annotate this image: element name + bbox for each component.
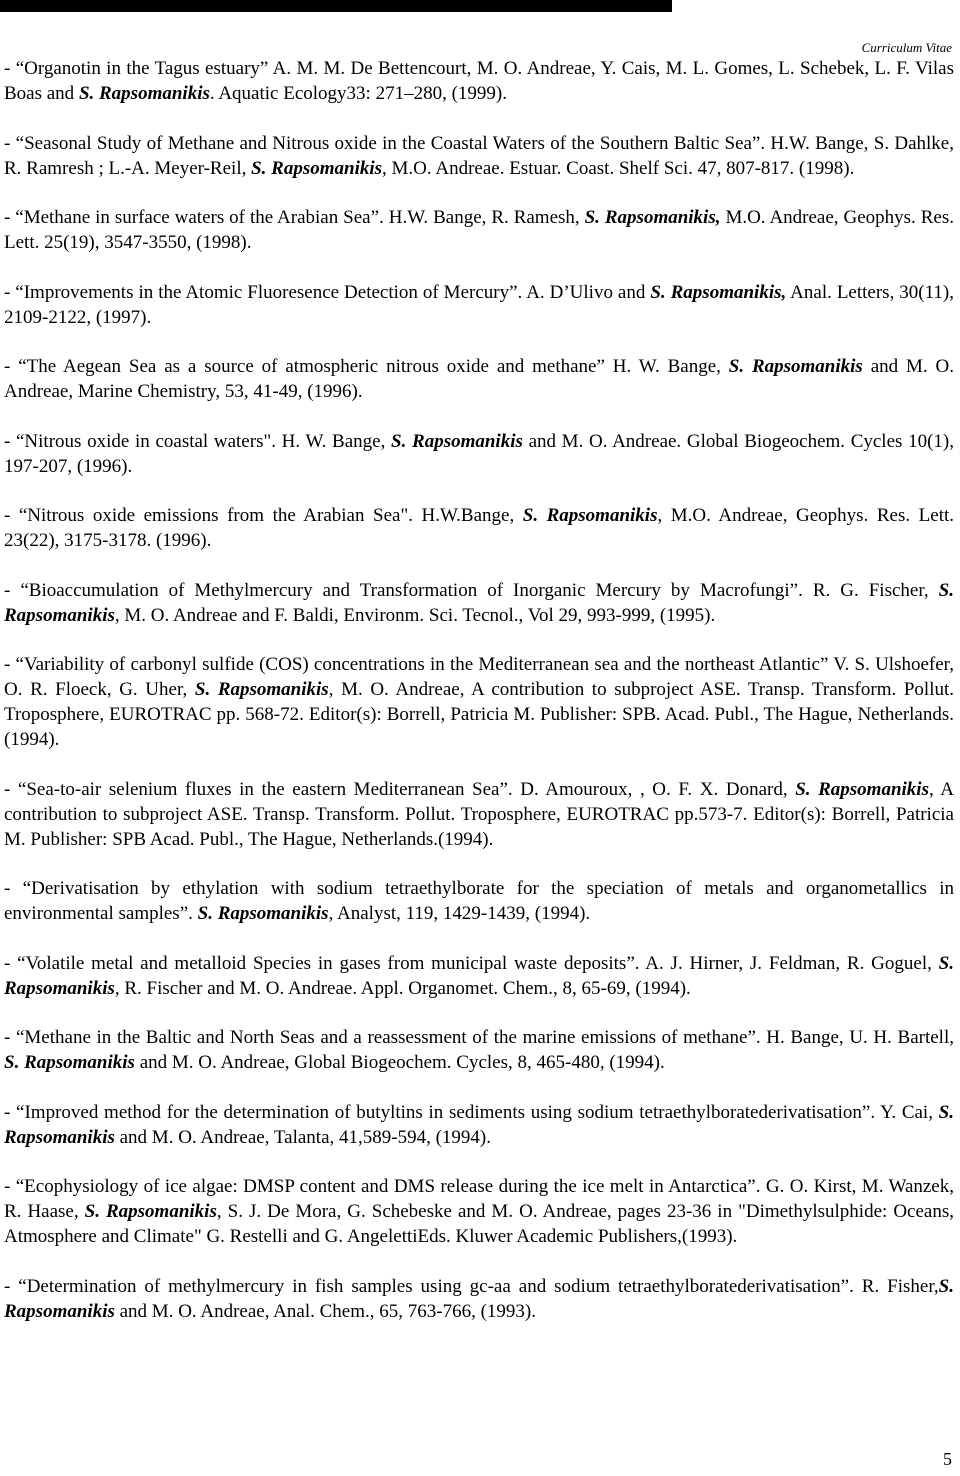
entry-text-after: and M. O. Andreae, Global Biogeochem. Cycles, 8, 465-480, (1994).: [134, 1052, 665, 1073]
entry-author-highlight: S. Rapsomanikis: [194, 679, 329, 700]
publication-entry: [4, 429, 954, 479]
entry-text-before: - “Seasonal Study of Methane and Nitrous oxide in the Coastal Waters of the Southern Baltic Sea”. H.W. Bange, S. Dahlke, R. Ramresh ; L.-A. Meyer-Reil,: [4, 132, 954, 179]
entry-author-highlight: S. Rapsomanikis: [4, 1101, 954, 1148]
publication-entry: [4, 205, 954, 255]
entry-text-before: - “Volatile metal and metalloid Species in gases from municipal waste deposits”. A. J. Hirner, J. Feldman, R. Goguel,: [4, 952, 939, 974]
entry-author-highlight: S. Rapsomanikis,: [584, 207, 721, 228]
entry-author-highlight: S. Rapsomanikis: [78, 83, 210, 104]
entry-text-before: - “Nitrous oxide emissions from the Arabian Sea". H.W.Bange,: [4, 505, 523, 526]
entry-author-highlight: S. Rapsomanikis: [84, 1201, 217, 1222]
entry-text-before: - “Sea-to-air selenium fluxes in the eastern Mediterranean Sea”. D. Amouroux, , O. F. X. Donard,: [4, 778, 796, 800]
entry-text-before: - “Variability of carbonyl sulfide (COS) concentrations in the Mediterranean sea and the northeast Atlantic” V. S. Ulshoefer, O. R. Floeck, G. Uher,: [4, 654, 954, 700]
entry-author-highlight: S. Rapsomanikis: [4, 1052, 135, 1073]
entry-text-after: and M. O. Andreae, Talanta, 41,589-594, (1994).: [114, 1126, 491, 1148]
entry-author-highlight: S. Rapsomanikis: [795, 778, 929, 800]
top-rule-bar: [0, 0, 672, 12]
entry-text-after: . Aquatic Ecology33: 271–280, (1999).: [209, 83, 507, 104]
publication-entry: [4, 578, 954, 628]
publication-entry: [4, 280, 954, 330]
publication-list: [4, 56, 954, 1348]
entry-text-after: , M.O. Andreae. Estuar. Coast. Shelf Sci. 47, 807-817. (1998).: [382, 157, 855, 179]
publication-entry: [4, 1274, 954, 1324]
entry-text-after: and M. O. Andreae, Anal. Chem., 65, 763-766, (1993).: [114, 1300, 536, 1322]
entry-text-after: , R. Fischer and M. O. Andreae. Appl. Organomet. Chem., 8, 65-69, (1994).: [114, 977, 691, 999]
entry-author-highlight: S. Rapsomanikis: [522, 505, 658, 526]
publication-entry: [4, 354, 954, 404]
entry-text-before: - “The Aegean Sea as a source of atmospheric nitrous oxide and methane” H. W. Bange,: [4, 356, 729, 377]
entry-text-after: and M. O. Andreae, Marine Chemistry, 53, 41-49, (1996).: [4, 356, 954, 402]
publication-entry: [4, 652, 954, 752]
entry-text-before: - “Ecophysiology of ice algae: DMSP content and DMS release during the ice melt in Antarctica”. G. O. Kirst, M. Wanzek, R. Haase,: [4, 1176, 954, 1222]
entry-text-before: - “Improved method for the determination of butyltins in sediments using sodium tetraethylboratederivatisation”. Y. Cai,: [4, 1101, 939, 1123]
entry-text-before: - “Determination of methylmercury in fish samples using gc-aa and sodium tetraethylboratederivatisation”. R. Fisher,: [4, 1275, 939, 1297]
publication-entry: [4, 951, 954, 1001]
entry-text-after: , S. J. De Mora, G. Schebeske and M. O. Andreae, pages 23-36 in "Dimethylsulphide: Oceans, Atmosphere and Climate" G. Restelli and G. AngelettiEds. Kluwer Academic Publishers,(1993).: [4, 1201, 954, 1247]
entry-author-highlight: S. Rapsomanikis: [197, 903, 329, 924]
entry-text-after: , M.O. Andreae, Geophys. Res. Lett. 23(22), 3175-3178. (1996).: [4, 505, 955, 551]
entry-author-highlight: S. Rapsomanikis: [4, 579, 954, 626]
publication-entry: [4, 131, 954, 181]
publication-entry: [4, 56, 954, 106]
entry-author-highlight: S. Rapsomanikis: [728, 356, 863, 377]
entry-text-before: - “Derivatisation by ethylation with sodium tetraethylborate for the speciation of metals and organometallics in environmental samples”.: [4, 878, 954, 924]
publication-entry: [4, 876, 954, 926]
entry-text-after: , M. O. Andreae and F. Baldi, Environm. Sci. Tecnol., Vol 29, 993-999, (1995).: [114, 604, 716, 626]
publication-entry: [4, 503, 954, 553]
entry-text-after: , A contribution to subproject ASE. Transp. Transform. Pollut. Troposphere, EUROTRAC pp.573-7. Editor(s): Borrell, Patricia M. Publisher: SPB Acad. Publ., The Hague, Netherlands.(1994).: [4, 778, 954, 850]
entry-author-highlight: S. Rapsomanikis: [4, 952, 954, 999]
entry-author-highlight: S. Rapsomanikis,: [650, 281, 787, 303]
entry-text-before: - “Methane in surface waters of the Arabian Sea”. H.W. Bange, R. Ramesh,: [4, 207, 585, 228]
entry-author-highlight: S. Rapsomanikis: [4, 1275, 954, 1322]
entry-text-before: - “Organotin in the Tagus estuary” A. M. M. De Bettencourt, M. O. Andreae, Y. Cais, M. L. Gomes, L. Schebek, L. F. Vilas Boas and: [4, 58, 954, 104]
running-header: Curriculum Vitae: [861, 40, 952, 55]
entry-author-highlight: S. Rapsomanikis: [391, 430, 523, 452]
entry-text-after: M.O. Andreae, Geophys. Res. Lett. 25(19), 3547-3550, (1998).: [4, 207, 954, 253]
publication-entry: [4, 1174, 954, 1249]
entry-text-before: - “Methane in the Baltic and North Seas and a reassessment of the marine emissions of methane”. H. Bange, U. H. Bartell,: [4, 1027, 954, 1048]
entry-text-after: , Analyst, 119, 1429-1439, (1994).: [328, 903, 591, 924]
publication-entry: [4, 1025, 954, 1075]
publication-entry: [4, 777, 954, 852]
publication-entry: [4, 1100, 954, 1150]
entry-text-after: Anal. Letters, 30(11), 2109-2122, (1997).: [4, 281, 954, 328]
entry-text-after: , M. O. Andreae, A contribution to subproject ASE. Transp. Transform. Pollut. Troposphere, EUROTRAC pp. 568-72. Editor(s): Borrell, Patricia M. Publisher: SPB. Acad. Publ., The Hague, Netherlands. (1994).: [4, 679, 954, 750]
page-number: 5: [943, 1449, 952, 1469]
entry-author-highlight: S. Rapsomanikis: [251, 157, 383, 179]
entry-text-before: - “Improvements in the Atomic Fluoresence Detection of Mercury”. A. D’Ulivo and: [4, 281, 651, 303]
entry-text-before: - “Bioaccumulation of Methylmercury and Transformation of Inorganic Mercury by Macrofungi”. R. G. Fischer,: [4, 579, 939, 601]
entry-text-after: and M. O. Andreae. Global Biogeochem. Cycles 10(1), 197-207, (1996).: [4, 430, 954, 477]
entry-text-before: - “Nitrous oxide in coastal waters". H. W. Bange,: [4, 430, 392, 452]
